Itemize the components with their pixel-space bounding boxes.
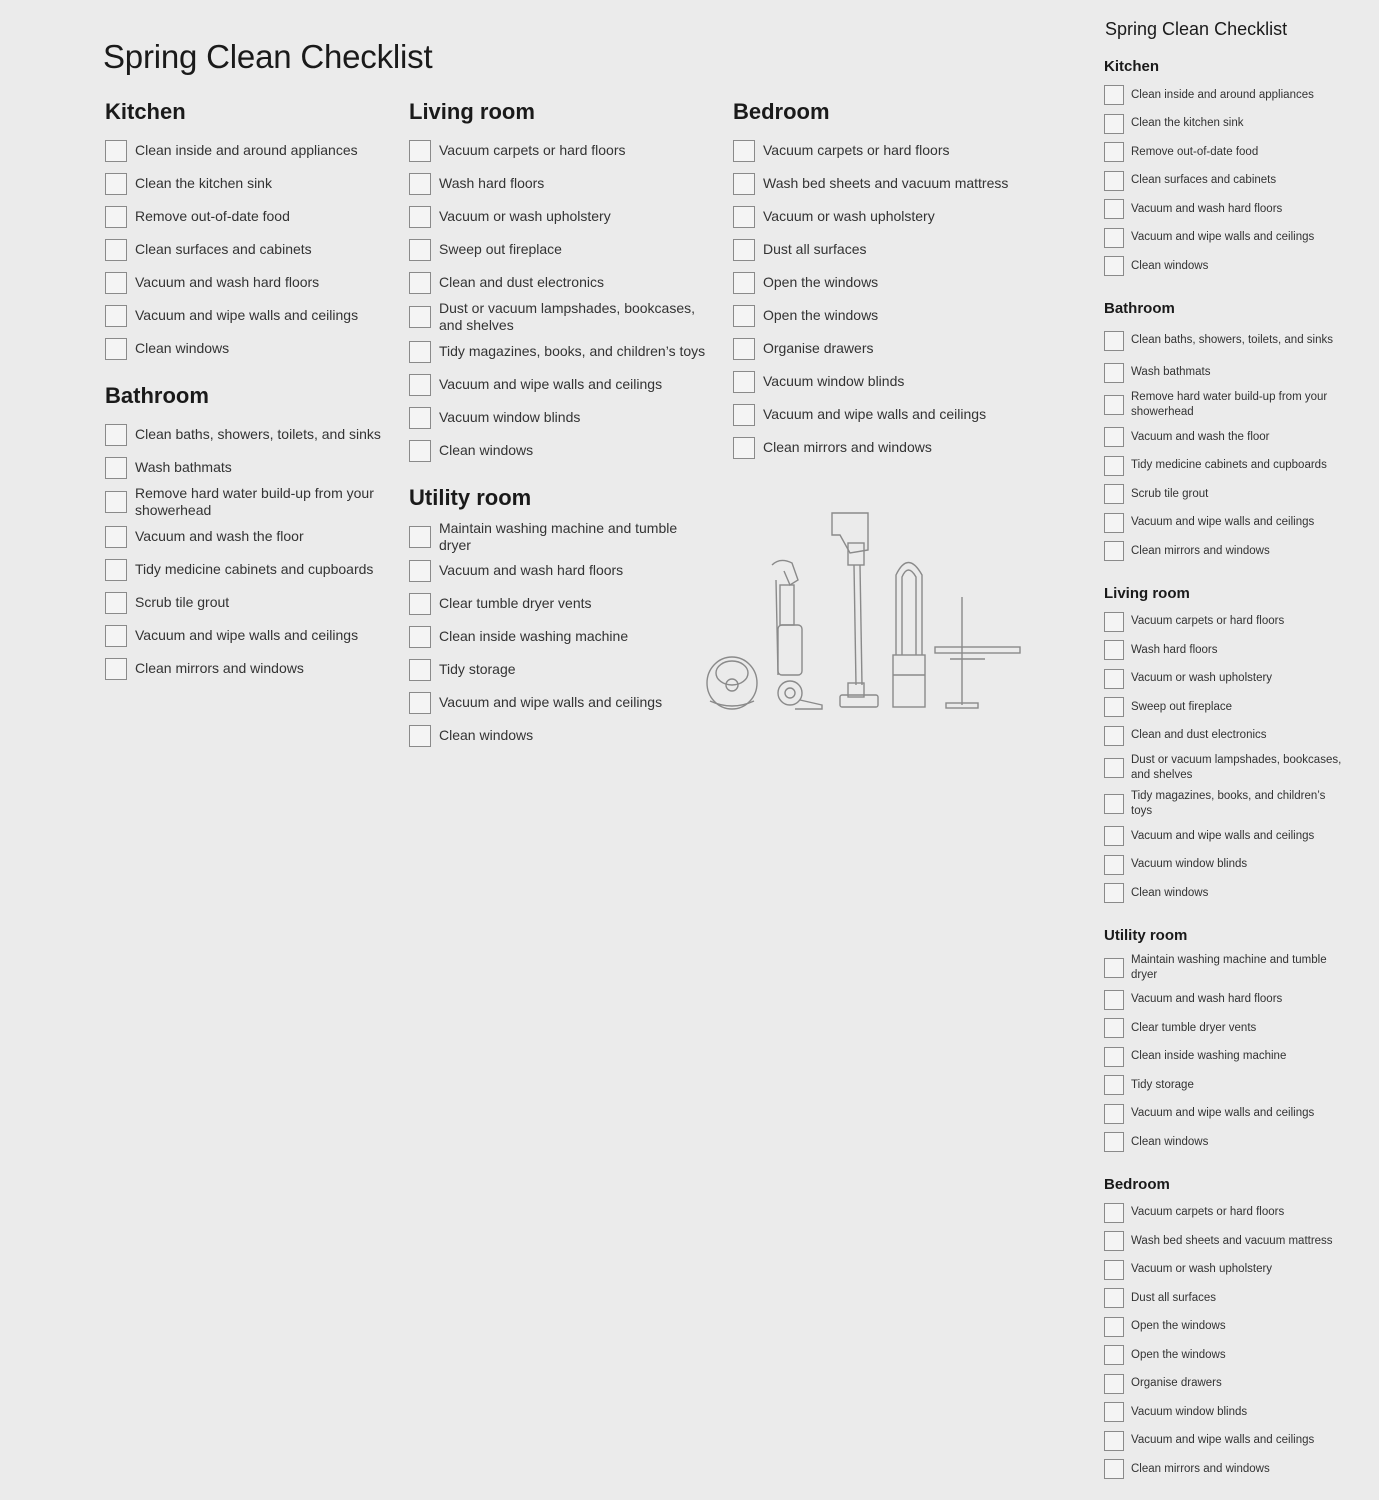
checkbox[interactable] <box>1104 669 1124 689</box>
checkbox[interactable] <box>1104 114 1124 134</box>
checkbox[interactable] <box>1104 958 1124 978</box>
checkbox[interactable] <box>1104 363 1124 383</box>
section-title: Kitchen <box>1104 58 1160 75</box>
desk-lamp-icon <box>935 597 1020 708</box>
checkbox[interactable] <box>105 206 127 228</box>
checklist-item-label: Clean inside and around appliances <box>1131 88 1314 101</box>
checkbox[interactable] <box>1104 640 1124 660</box>
checkbox[interactable] <box>1104 1288 1124 1308</box>
checklist-item-label: Wash bathmats <box>1131 366 1211 379</box>
checkbox[interactable] <box>733 239 755 261</box>
checklist-item-label: Vacuum and wipe walls and ceilings <box>135 307 359 323</box>
checklist-item-label: Vacuum and wash hard floors <box>135 274 320 290</box>
checkbox[interactable] <box>1104 1345 1124 1365</box>
checklist-item <box>409 686 709 719</box>
checklist-item-label: Dust or vacuum lampshades, bookcases, and shelves <box>439 300 696 333</box>
checklist-item <box>105 520 385 553</box>
checkbox[interactable] <box>1104 171 1124 191</box>
checklist-item <box>1104 950 1344 986</box>
checklist-item <box>409 167 709 200</box>
checkbox[interactable] <box>733 206 755 228</box>
checkbox[interactable] <box>733 140 755 162</box>
checkbox[interactable] <box>409 341 431 363</box>
checkbox[interactable] <box>409 593 431 615</box>
checklist-item <box>409 368 709 401</box>
checklist-item-label: Clear tumble dryer vents <box>439 595 592 611</box>
checklist-item-label: Scrub tile grout <box>135 594 230 610</box>
checklist-item-label: Vacuum or wash upholstery <box>439 208 611 224</box>
checklist-item <box>409 620 709 653</box>
checklist-item-label: Open the windows <box>763 274 879 290</box>
section-title: Bedroom <box>733 99 830 124</box>
checklist-item-label: Remove out-of-date food <box>1131 145 1259 158</box>
checkbox[interactable] <box>1104 513 1124 533</box>
checklist-item-label: Vacuum carpets or hard floors <box>1131 615 1285 628</box>
checkbox[interactable] <box>1104 1260 1124 1280</box>
checklist-item <box>1104 423 1344 452</box>
checklist-item <box>105 484 385 520</box>
checklist-item-label: Tidy medicine cabinets and cupboards <box>135 561 374 577</box>
checkbox[interactable] <box>105 305 127 327</box>
checklist-item-label: Vacuum and wipe walls and ceilings <box>1131 231 1315 244</box>
checklist-item <box>1104 452 1344 481</box>
checkbox[interactable] <box>1104 1402 1124 1422</box>
checklist-item <box>1104 195 1344 224</box>
checkbox[interactable] <box>409 239 431 261</box>
checklist-item <box>409 134 709 167</box>
checklist-item-label: Vacuum and wipe walls and ceilings <box>1131 1434 1315 1447</box>
checkbox[interactable] <box>1104 1018 1124 1038</box>
checklist-item <box>1104 110 1344 139</box>
checklist-item <box>1104 665 1344 694</box>
checklist-item-label: Open the windows <box>1131 1348 1226 1361</box>
checkbox[interactable] <box>733 437 755 459</box>
checklist-item <box>733 233 1013 266</box>
sidebar-title: Spring Clean Checklist <box>1105 19 1288 39</box>
checklist-item <box>1104 1341 1344 1370</box>
checklist-item <box>1104 1313 1344 1342</box>
checkbox[interactable] <box>1104 541 1124 561</box>
checkbox[interactable] <box>733 173 755 195</box>
checklist-item <box>1104 786 1344 822</box>
checklist-item <box>409 233 709 266</box>
checkbox[interactable] <box>1104 855 1124 875</box>
checkbox[interactable] <box>1104 256 1124 276</box>
checkbox[interactable] <box>409 659 431 681</box>
sidebar-utility-room-section <box>1104 924 1344 1157</box>
checklist-item-label: Wash bathmats <box>135 459 232 475</box>
utility-room-section <box>409 480 709 752</box>
checklist-item-label: Tidy storage <box>1131 1078 1194 1091</box>
checklist-item-label: Clean windows <box>1131 886 1209 899</box>
checklist-item-label: Organise drawers <box>1131 1377 1222 1390</box>
checklist-item <box>733 332 1013 365</box>
sidebar-living-room-section <box>1104 582 1344 908</box>
checkbox[interactable] <box>409 140 431 162</box>
sidebar-checklist <box>1104 55 1344 1484</box>
checklist-item <box>105 167 385 200</box>
checklist-item-label: Vacuum and wipe walls and ceilings <box>135 627 359 643</box>
checkbox[interactable] <box>409 173 431 195</box>
checklist-item <box>409 587 709 620</box>
checklist-item-label: Clear tumble dryer vents <box>1131 1021 1257 1034</box>
checkbox[interactable] <box>105 140 127 162</box>
checklist-item <box>105 332 385 365</box>
checklist-item <box>105 418 385 451</box>
checkbox[interactable] <box>733 404 755 426</box>
checklist-item <box>409 554 709 587</box>
checklist-item <box>1104 1128 1344 1157</box>
checklist-item-label: Dust or vacuum lampshades, bookcases, and shelves <box>1131 754 1342 781</box>
checkbox[interactable] <box>733 305 755 327</box>
checklist-item <box>1104 1071 1344 1100</box>
checklist-item-label: Vacuum window blinds <box>1131 858 1248 871</box>
checklist-item-label: Clean inside washing machine <box>439 628 629 644</box>
checkbox[interactable] <box>1104 758 1124 778</box>
checklist-item <box>733 299 1013 332</box>
appliances-illustration <box>700 505 1025 715</box>
checkbox[interactable] <box>1104 456 1124 476</box>
checklist-item <box>1104 1398 1344 1427</box>
checklist-item-label: Clean surfaces and cabinets <box>1131 174 1277 187</box>
stick-vacuum-icon <box>832 513 878 707</box>
checklist-item-label: Wash hard floors <box>439 175 545 191</box>
column-2 <box>409 94 709 752</box>
checkbox[interactable] <box>105 526 127 548</box>
checklist-item <box>1104 1227 1344 1256</box>
checklist-item-label: Vacuum and wipe walls and ceilings <box>763 406 987 422</box>
column-3 <box>733 94 1013 464</box>
checklist-item-label: Vacuum and wipe walls and ceilings <box>1131 1107 1315 1120</box>
checkbox[interactable] <box>1104 1104 1124 1124</box>
checkbox[interactable] <box>733 272 755 294</box>
checklist-item-label: Remove hard water build-up from your showerhead <box>1131 391 1328 418</box>
checklist-item-label: Vacuum and wash hard floors <box>439 562 624 578</box>
checkbox[interactable] <box>105 338 127 360</box>
checklist-item-label: Clean the kitchen sink <box>1131 117 1244 130</box>
checkbox[interactable] <box>1104 1374 1124 1394</box>
checklist-item-label: Dust all surfaces <box>1131 1291 1217 1304</box>
checkbox[interactable] <box>105 658 127 680</box>
checklist-item-label: Clean baths, showers, toilets, and sinks <box>1131 334 1333 346</box>
checklist-item-label: Organise drawers <box>763 340 874 356</box>
checkbox[interactable] <box>1104 1132 1124 1152</box>
checklist-item <box>1104 722 1344 751</box>
bedroom-section <box>733 94 1013 464</box>
checkbox[interactable] <box>105 424 127 446</box>
checklist-item <box>1104 1455 1344 1484</box>
checklist-item <box>1104 1370 1344 1399</box>
checklist-item <box>409 653 709 686</box>
checklist-item <box>105 200 385 233</box>
checklist-item <box>1104 81 1344 110</box>
checkbox[interactable] <box>1104 331 1124 351</box>
checkbox[interactable] <box>105 559 127 581</box>
checklist-item-label: Tidy storage <box>439 661 516 677</box>
checklist-item-label: Vacuum or wash upholstery <box>1131 672 1273 685</box>
checkbox[interactable] <box>1104 1203 1124 1223</box>
air-purifier-icon <box>893 563 925 708</box>
checklist-item <box>1104 480 1344 509</box>
checkbox[interactable] <box>409 206 431 228</box>
checklist-item <box>1104 1199 1344 1228</box>
section-title: Kitchen <box>105 99 186 124</box>
bathroom-section <box>105 378 385 685</box>
checklist-item <box>1104 851 1344 880</box>
checkbox[interactable] <box>1104 826 1124 846</box>
checklist-item-label: Vacuum window blinds <box>763 373 905 389</box>
checkbox[interactable] <box>409 407 431 429</box>
checklist-item <box>1104 1014 1344 1043</box>
checklist-item-label: Vacuum and wash the floor <box>135 528 304 544</box>
checklist-item <box>1104 167 1344 196</box>
page-title: Spring Clean Checklist <box>103 38 433 75</box>
sidebar-bedroom-section <box>1104 1173 1344 1484</box>
checkbox[interactable] <box>1104 228 1124 248</box>
checkbox[interactable] <box>1104 794 1124 814</box>
checklist-item-label: Clean mirrors and windows <box>135 660 304 676</box>
checkbox[interactable] <box>409 440 431 462</box>
checklist-item <box>409 434 709 467</box>
section-title: Bathroom <box>105 383 209 408</box>
checkbox[interactable] <box>409 725 431 747</box>
checklist-item <box>1104 879 1344 908</box>
checklist-item <box>1104 138 1344 167</box>
checklist-item <box>105 586 385 619</box>
checkbox[interactable] <box>1104 1317 1124 1337</box>
checklist-item-label: Vacuum carpets or hard floors <box>1131 1206 1285 1219</box>
checklist-item-label: Open the windows <box>1131 1320 1226 1333</box>
checklist-item-label: Clean windows <box>439 442 534 458</box>
checklist-item <box>1104 359 1344 388</box>
checkbox[interactable] <box>1104 726 1124 746</box>
checklist-item <box>733 266 1013 299</box>
checklist-item <box>409 520 709 554</box>
sidebar-kitchen-section <box>1104 55 1344 281</box>
checklist-item <box>1104 537 1344 566</box>
checklist-item <box>409 401 709 434</box>
checklist-item <box>1104 509 1344 538</box>
checklist-item <box>105 266 385 299</box>
checklist-item-label: Sweep out fireplace <box>1131 700 1233 713</box>
checklist-item-label: Clean mirrors and windows <box>763 439 932 455</box>
checkbox[interactable] <box>105 272 127 294</box>
checklist-item-label: Tidy medicine cabinets and cupboards <box>1131 459 1327 472</box>
checklist-item <box>105 652 385 685</box>
checklist-item <box>1104 750 1344 786</box>
checkbox[interactable] <box>409 692 431 714</box>
checklist-item-label: Wash hard floors <box>1131 643 1218 656</box>
checkbox[interactable] <box>1104 1431 1124 1451</box>
checklist-item <box>105 619 385 652</box>
checkbox[interactable] <box>409 626 431 648</box>
section-title: Bathroom <box>1104 299 1175 317</box>
checklist-item-label: Vacuum and wipe walls and ceilings <box>1131 516 1315 529</box>
checkbox[interactable] <box>1104 484 1124 504</box>
checklist-item-label: Vacuum window blinds <box>1131 1405 1248 1418</box>
checklist-item <box>733 398 1013 431</box>
checklist-item <box>1104 1256 1344 1285</box>
checklist-item-label: Vacuum or wash upholstery <box>763 208 935 224</box>
checklist-item-label: Clean windows <box>1131 1135 1209 1148</box>
checklist-item <box>105 233 385 266</box>
checkbox[interactable] <box>1104 697 1124 717</box>
checklist-item <box>409 299 709 335</box>
checklist-item-label: Vacuum and wipe walls and ceilings <box>439 694 663 710</box>
checklist-item-label: Open the windows <box>763 307 879 323</box>
checkbox[interactable] <box>1104 1459 1124 1479</box>
checklist-item-label: Vacuum and wipe walls and ceilings <box>1131 829 1315 842</box>
checkbox[interactable] <box>105 457 127 479</box>
checklist-item <box>409 335 709 368</box>
checklist-item <box>1104 1284 1344 1313</box>
upright-vacuum-icon <box>772 560 822 709</box>
checklist-item-label: Vacuum or wash upholstery <box>1131 1263 1273 1276</box>
section-title: Utility room <box>409 485 532 510</box>
checkbox[interactable] <box>409 526 431 548</box>
checklist-item-label: Clean windows <box>1131 259 1209 272</box>
checklist-item-label: Clean windows <box>439 727 534 743</box>
checklist-item <box>105 299 385 332</box>
checkbox[interactable] <box>409 560 431 582</box>
checklist-item-label: Wash bed sheets and vacuum mattress <box>1131 1234 1333 1247</box>
section-title: Bedroom <box>1104 1175 1170 1193</box>
checklist-item <box>733 134 1013 167</box>
section-title: Utility room <box>1104 926 1188 944</box>
checkbox[interactable] <box>105 491 127 513</box>
checklist-item-label: Sweep out fireplace <box>439 241 562 257</box>
checklist-item-label: Vacuum and wash hard floors <box>1131 202 1283 215</box>
checklist-item-label: Remove out-of-date food <box>135 208 290 224</box>
checkbox[interactable] <box>1104 199 1124 219</box>
sidebar-bathroom-section <box>1104 297 1344 566</box>
checklist-item-label: Clean mirrors and windows <box>1131 544 1270 557</box>
checklist-item-label: Vacuum and wash the floor <box>1131 430 1270 443</box>
checklist-item-label: Clean and dust electronics <box>1131 729 1267 742</box>
checklist-item <box>733 365 1013 398</box>
checklist-item-label: Clean baths, showers, toilets, and sinks <box>135 426 381 442</box>
checkbox[interactable] <box>1104 1075 1124 1095</box>
checklist-item <box>409 266 709 299</box>
checkbox[interactable] <box>1104 427 1124 447</box>
checklist-item <box>409 200 709 233</box>
robot-vacuum-icon <box>707 657 757 709</box>
checklist-item <box>733 167 1013 200</box>
checklist-item <box>1104 608 1344 637</box>
checklist-item-label: Maintain washing machine and tumble dryer <box>439 520 678 553</box>
checklist-item <box>1104 224 1344 253</box>
checklist-item-label: Vacuum and wash hard floors <box>1131 993 1283 1006</box>
checklist-item-label: Tidy magazines, books, and children’s toys <box>1131 790 1326 817</box>
checklist-item <box>409 719 709 752</box>
checklist-item <box>1104 1100 1344 1129</box>
checkbox[interactable] <box>105 239 127 261</box>
checklist-item <box>105 553 385 586</box>
checklist-item-label: Tidy magazines, books, and children’s toys <box>439 343 706 359</box>
checklist-item <box>105 134 385 167</box>
checklist-item <box>105 451 385 484</box>
checklist-item <box>1104 1043 1344 1072</box>
checklist-item-label: Remove hard water build-up from your showerhead <box>135 485 374 518</box>
checklist-item <box>1104 252 1344 281</box>
checklist-item-label: Wash bed sheets and vacuum mattress <box>763 175 1009 191</box>
checklist-item <box>733 200 1013 233</box>
column-1 <box>105 94 385 685</box>
checkbox[interactable] <box>105 625 127 647</box>
checklist-item-label: Clean inside washing machine <box>1131 1050 1287 1063</box>
checkbox[interactable] <box>409 374 431 396</box>
checklist-item <box>1104 323 1344 359</box>
checkbox[interactable] <box>105 173 127 195</box>
checkbox[interactable] <box>1104 1231 1124 1251</box>
checklist-item-label: Vacuum carpets or hard floors <box>763 142 950 158</box>
checklist-item-label: Vacuum window blinds <box>439 409 581 425</box>
checklist-item-label: Clean mirrors and windows <box>1131 1462 1270 1475</box>
checklist-item-label: Vacuum and wipe walls and ceilings <box>439 376 663 392</box>
checklist-item-label: Vacuum carpets or hard floors <box>439 142 626 158</box>
checklist-item-label: Clean inside and around appliances <box>135 142 358 158</box>
checkbox[interactable] <box>1104 883 1124 903</box>
checkbox[interactable] <box>409 306 431 328</box>
checklist-item <box>1104 636 1344 665</box>
checklist-item <box>1104 1427 1344 1456</box>
kitchen-section <box>105 94 385 365</box>
checkbox[interactable] <box>1104 990 1124 1010</box>
checkbox[interactable] <box>1104 142 1124 162</box>
checkbox[interactable] <box>733 338 755 360</box>
section-title: Living room <box>409 99 535 124</box>
checklist-item-label: Clean and dust electronics <box>439 274 604 290</box>
checklist-item-label: Clean windows <box>135 340 230 356</box>
checklist-item <box>1104 986 1344 1015</box>
section-title: Living room <box>1104 584 1190 602</box>
checklist-item-label: Clean surfaces and cabinets <box>135 241 312 257</box>
checklist-item <box>1104 693 1344 722</box>
checkbox[interactable] <box>1104 1047 1124 1067</box>
checklist-item <box>1104 822 1344 851</box>
checkbox[interactable] <box>733 371 755 393</box>
checklist-item-label: Maintain washing machine and tumble dryer <box>1131 953 1327 981</box>
living-room-section <box>409 94 709 467</box>
checkbox[interactable] <box>1104 395 1124 415</box>
checklist-item-label: Dust all surfaces <box>763 241 867 257</box>
checkbox[interactable] <box>105 592 127 614</box>
checklist-item-label: Scrub tile grout <box>1131 487 1209 500</box>
checklist-item <box>1104 387 1344 423</box>
checkbox[interactable] <box>1104 612 1124 632</box>
checklist-item-label: Clean the kitchen sink <box>135 175 272 191</box>
checklist-item <box>733 431 1013 464</box>
checkbox[interactable] <box>409 272 431 294</box>
checkbox[interactable] <box>1104 85 1124 105</box>
